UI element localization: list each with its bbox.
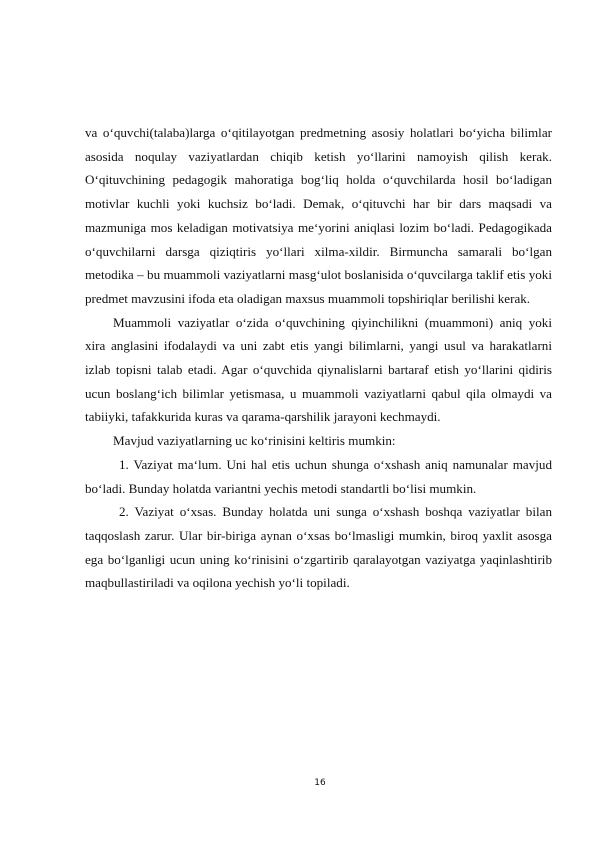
- paragraph-list-intro: Mavjud vaziyatlarning uc ko‘rinisini keltiris mumkin:: [113, 433, 396, 449]
- body-text: [85, 121, 552, 595]
- paragraph-problem-situations: Muammoli vaziyatlar o‘zida o‘quvchining qiyinchilikni (muammoni) aniq yoki xira anglasini ifodalaydi va uni zabt etis yangi bilimlarni, yangi usul va harakatlarni izlab topisni talab etadi. Agar o‘quvchida qiynalislarni bartaraf etish yo‘llarini qidiris ucun boslang‘ich bilimlar yetismasa, u muammoli vaziyatlarni qabul qila olmaydi va tabiiyki, tafakkurida kuras va qarama-qarshilik jarayoni kechmaydi.: [85, 314, 552, 425]
- list-item-similar-situation: 2. Vaziyat o‘xsas. Bunday holatda uni sunga o‘xshash boshqa vaziyatlar bilan taqqoslash zarur. Ular bir-biriga aynan o‘xsas bo‘lmasligi mumkin, biroq yaxlit asosga ega bo‘lganligi ucun uning ko‘rinisini o‘zgartirib qaralayotgan vaziyatga yaqinlashtirib maqbullastiriladi va oqilona yechish yo‘li topiladi.: [85, 504, 552, 591]
- paragraph-continuation: va o‘quvchi(talaba)larga o‘qitilayotgan predmetning asosiy holatlari bo‘yicha bilimlar asosida noqulay vaziyatlardan chiqib ketish yo‘llarini namoyish qilish kerak. O‘qituvchining pedagogik mahoratiga bog‘liq holda o‘quvchilarda hosil bo‘ladigan motivlar kuchli yoki kuchsiz bo‘ladi. Demak, o‘qituvchi har bir dars maqsadi va mazmuniga mos keladigan motivatsiya me‘yorini aniqlasi lozim bo‘ladi. Pedagogikada o‘quvchilarni darsga qiziqtiris yo‘llari xilma-xildir. Birmuncha samarali bo‘lgan metodika – bu muammoli vaziyatlarni masg‘ulot boslanisida o‘quvcilarga taklif etis yoki predmet mavzusini ifoda eta oladigan maxsus muammoli topshiriqlar berilishi kerak.: [85, 125, 552, 306]
- page-number: 16: [314, 778, 326, 788]
- list-item-known-situation: 1. Vaziyat ma‘lum. Uni hal etis uchun shunga o‘xshash aniq namunalar mavjud bo‘ladi. Bunday holatda variantni yechis metodi standartli bo‘lisi mumkin.: [85, 456, 552, 496]
